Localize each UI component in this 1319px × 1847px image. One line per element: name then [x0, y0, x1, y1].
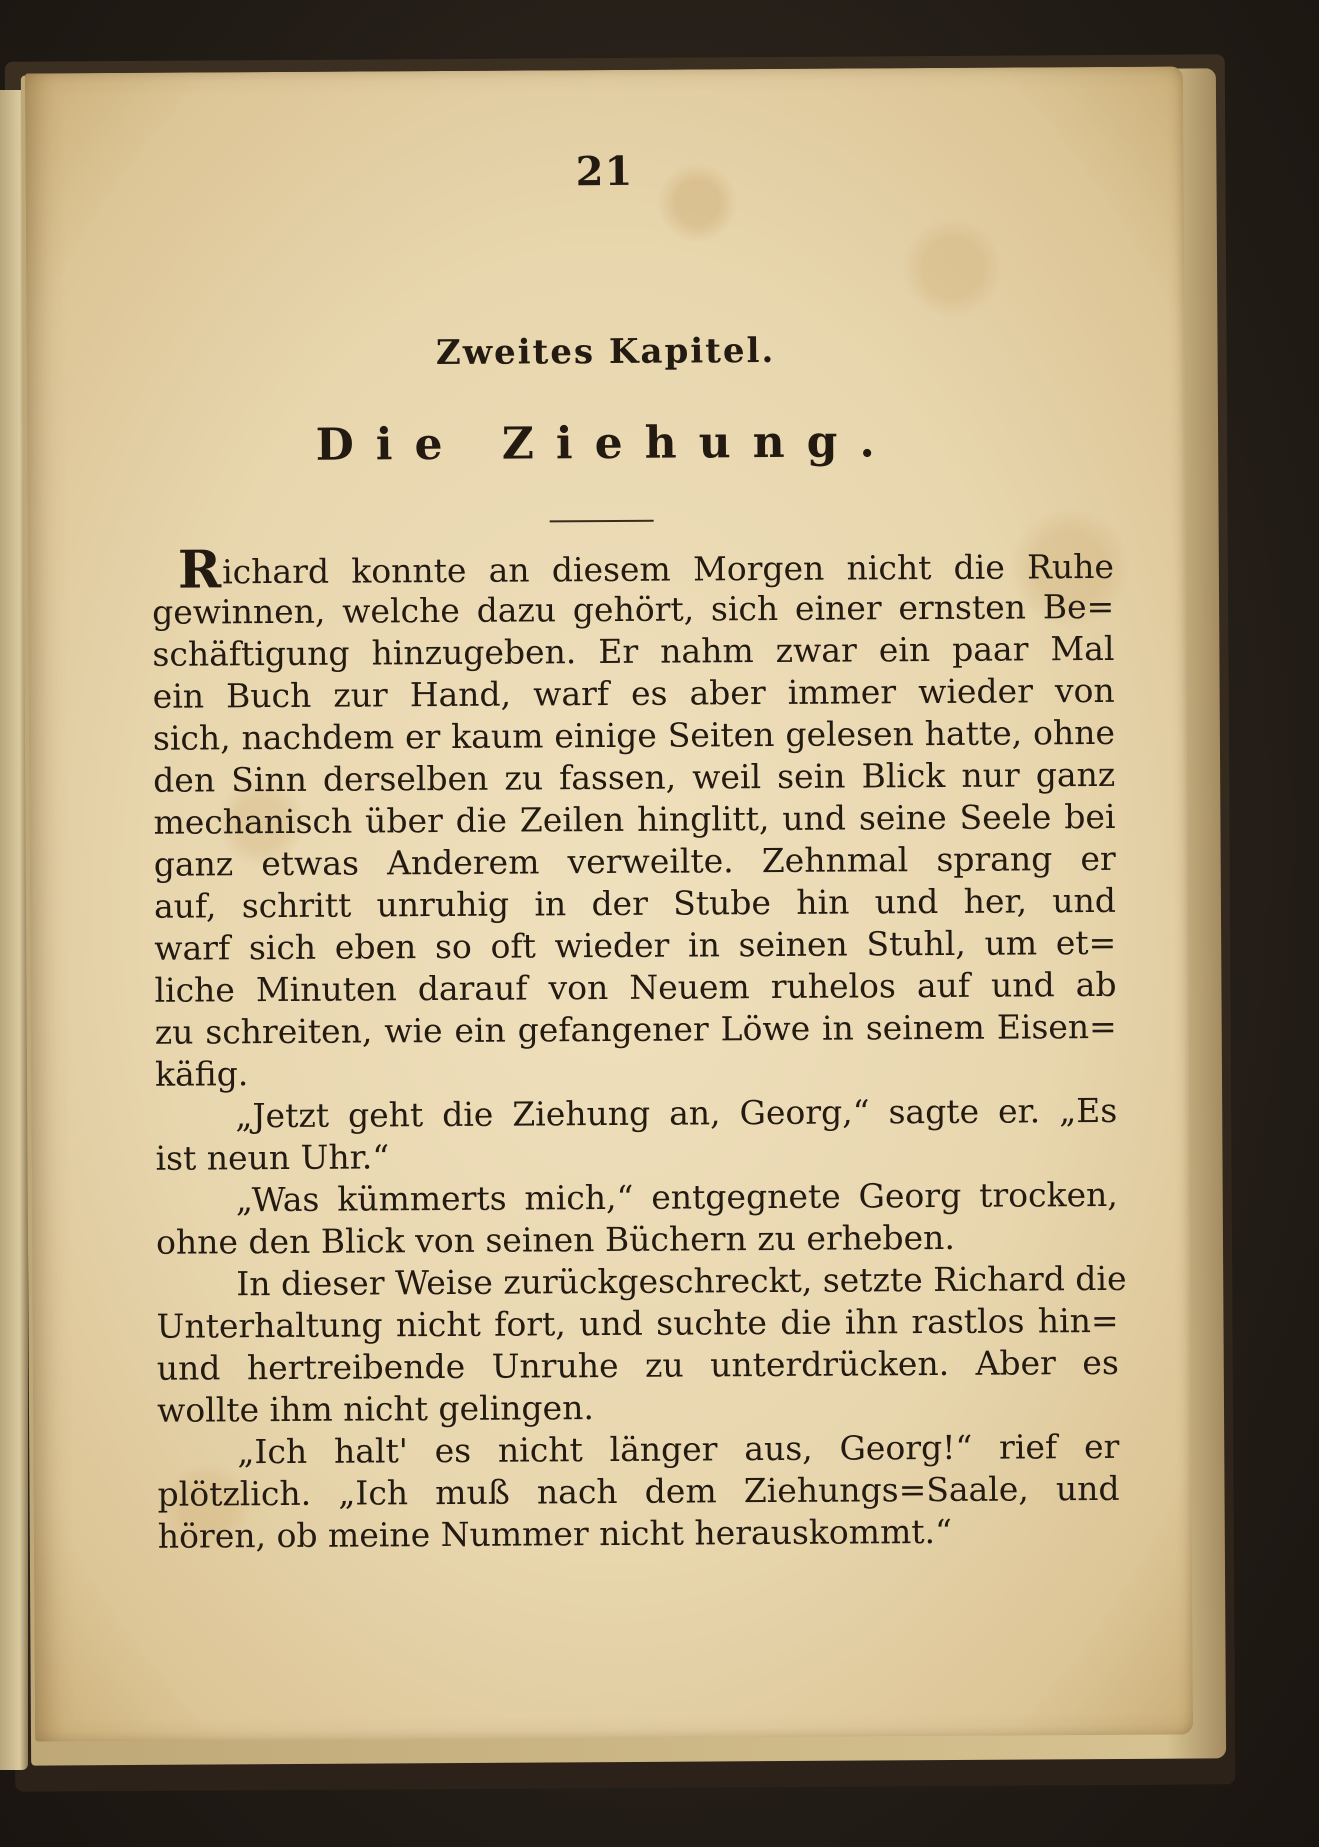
text-line: mechanisch über die Zeilen hinglitt, und seine Seele bei [153, 796, 1116, 842]
text-line: plötzlich. „Ich muß nach dem Ziehungs=Saale, und [157, 1468, 1120, 1514]
drop-cap: R [177, 539, 222, 601]
text-line: und hertreibende Unruhe zu unterdrücken. Aber es [156, 1342, 1119, 1388]
text-line: „Was kümmerts mich,“ entgegnete Georg trocken, [235, 1174, 1118, 1220]
text-line: wollte ihm nicht gelingen. [156, 1388, 595, 1430]
text-line [177, 539, 1115, 601]
chapter-title: Die Ziehung. [315, 416, 897, 471]
text-line: zu schreiten, wie ein gefangener Löwe in seinem Eisen= [154, 1006, 1117, 1052]
text-line: den Sinn derselben zu fassen, weil sein Blick nur ganz [153, 754, 1116, 800]
text-line: schäftigung hinzugeben. Er nahm zwar ein paar Mal [152, 628, 1115, 674]
text-line: gewinnen, welche dazu gehört, sich einer ernsten Be= [152, 586, 1115, 632]
text-line: auf, schritt unruhig in der Stube hin und her, und [153, 880, 1117, 926]
title-rule [550, 520, 654, 523]
text-line: sich, nachdem er kaum einige Seiten gelesen hatte, ohne [152, 712, 1116, 758]
text-line: käfig. [154, 1054, 249, 1094]
text-line: warf sich eben so oft wieder in seinen Stuhl, um et= [154, 922, 1117, 968]
text-line: ganz etwas Anderem verweilte. Zehnmal sprang er [153, 838, 1116, 884]
text-line: liche Minuten darauf von Neuem ruhelos auf und ab [154, 964, 1117, 1010]
text-line: „Ich halt' es nicht länger aus, Georg!“ rief er [237, 1426, 1120, 1472]
page-number: 21 [575, 147, 634, 196]
book-page [25, 66, 1193, 1741]
text-line: ein Buch zur Hand, warf es aber immer wieder von [152, 670, 1115, 716]
chapter-heading: Zweites Kapitel. [435, 330, 776, 374]
text-line: ist neun Uhr.“ [155, 1137, 390, 1178]
text-line-content: ichard konnte an diesem Morgen nicht die Ruhe [222, 546, 1115, 592]
text-line: „Jetzt geht die Ziehung an, Georg,“ sagte er. „Es [235, 1090, 1118, 1136]
text-line: ohne den Blick von seinen Büchern zu erheben. [155, 1217, 955, 1262]
text-line: In dieser Weise zurückgeschreckt, setzte Richard die [236, 1258, 1127, 1304]
text-line: hören, ob meine Nummer nicht herauskommt.“ [157, 1511, 953, 1556]
text-line: Unterhaltung nicht fort, und suchte die ihn rastlos hin= [156, 1300, 1119, 1346]
